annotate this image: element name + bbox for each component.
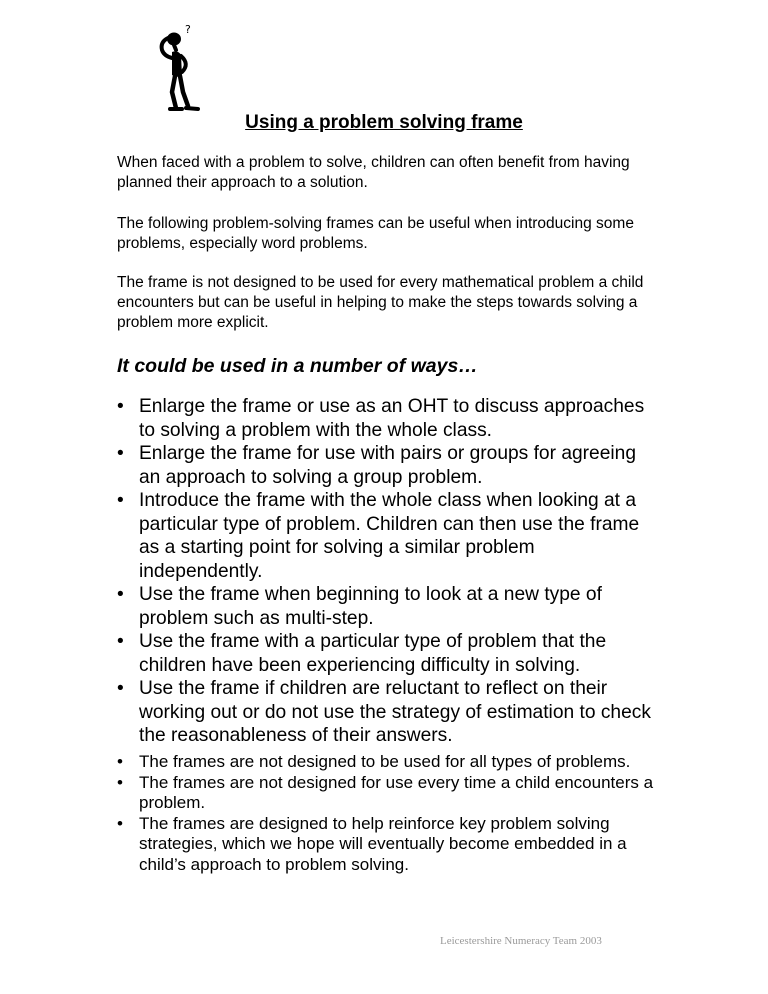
question-mark: ? (185, 23, 191, 36)
bullet-icon: • (117, 813, 123, 833)
intro-paragraph-1: When faced with a problem to solve, children can often benefit from having planned their approach to a solution. (117, 154, 630, 191)
list-item: • Use the frame with a particular type of problem that the children have been experiencing difficulty in solving. (117, 631, 607, 676)
notes-list (117, 752, 657, 875)
list-item: • The frames are not designed for use every time a child encounters a problem. (117, 772, 654, 812)
bullet-icon: • (117, 443, 124, 464)
bullet-icon: • (117, 772, 123, 792)
list-item: • The frames are designed to help reinforce key problem solving strategies, which we hope will eventually become embedded in a child’s approach to problem solving. (117, 813, 627, 874)
bullet-icon: • (117, 490, 124, 511)
list-item: • The frames are not designed to be used for all types of problems. (117, 752, 631, 771)
footer-credit: Leicestershire Numeracy Team 2003 (440, 935, 602, 947)
bullet-icon: • (117, 678, 124, 699)
bullet-icon: • (117, 752, 123, 771)
section-heading: It could be used in a number of ways… (117, 355, 478, 377)
list-item: • Enlarge the frame for use with pairs or groups for agreeing an approach to solving a group problem. (117, 443, 637, 488)
list-item: • Use the frame when beginning to look at a new type of problem such as multi-step. (117, 584, 602, 629)
ways-list (117, 395, 657, 748)
bullet-icon: • (117, 396, 124, 417)
bullet-icon: • (117, 631, 124, 652)
list-item: • Enlarge the frame or use as an OHT to discuss approaches to solving a problem with the whole class. (117, 396, 645, 441)
bullet-icon: • (117, 584, 124, 605)
list-item: • Use the frame if children are reluctant to reflect on their working out or do not use the strategy of estimation to check the reasonableness of their answers. (117, 678, 651, 746)
thinking-stick-figure-icon (152, 20, 210, 116)
page-title: Using a problem solving frame (245, 112, 523, 133)
intro-paragraph-2: The following problem-solving frames can be useful when introducing some problems, especially word problems. (117, 215, 634, 252)
list-item: • Introduce the frame with the whole class when looking at a particular type of problem. Children can then use the frame as a starting point for solving a similar problem independently. (117, 490, 640, 582)
intro-paragraph-3: The frame is not designed to be used for every mathematical problem a child encounters but can be useful in helping to make the steps towards solving a problem more explicit. (117, 274, 644, 331)
